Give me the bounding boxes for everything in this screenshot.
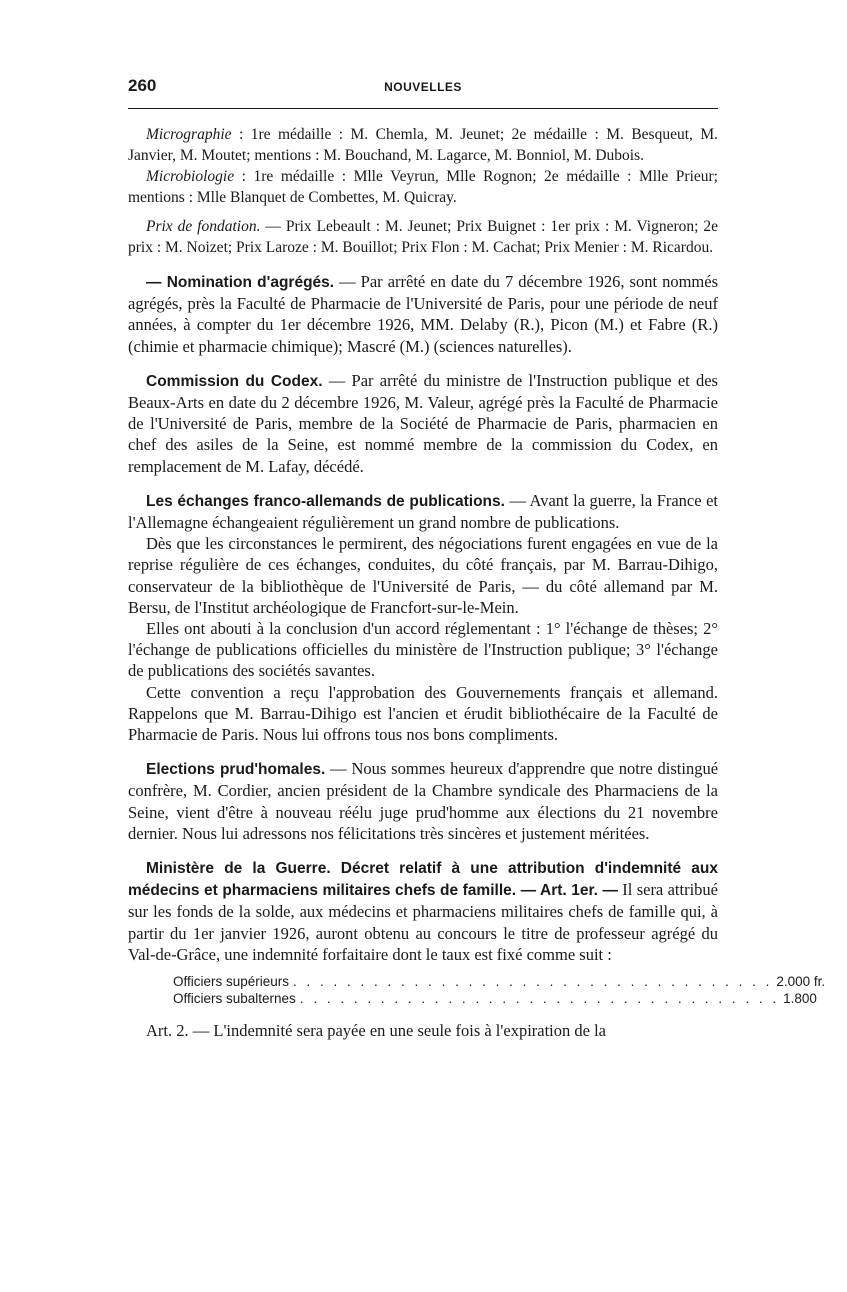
section-heading: — Nomination d'agrégés. [146, 274, 335, 291]
prize-label: Micrographie [146, 126, 232, 143]
prize-label: Microbiologie [146, 168, 235, 185]
section-text: Il sera attribué sur les fonds de la solde, aux médecins et pharmaciens militaires chefs de famille qui, à partir du 1er janvier 1926, auront obtenu au concours le titre de professeur agrégé du Val-de-Grâce, une indemnité forfaitaire dont le taux est fixé comme suit : [128, 880, 718, 964]
section-heading: Ministère de la Guerre. Décret relatif à une attribution d'indemnité aux médecins et pharmaciens militaires chefs de famille. — Art. 1er. — [128, 860, 718, 900]
paragraph: Elles ont abouti à la conclusion d'un accord réglementant : 1° l'échange de thèses; 2° l'échange de publications officielles du ministère de l'Instruction publique; 3° l'échange de publications des sociétés savantes. [128, 619, 718, 681]
page-number: 260 [128, 76, 157, 95]
section-text: — Nous sommes heureux d'apprendre que notre distingué confrère, M. Cordier, ancien président de la Chambre syndicale des Pharmaciens de la Seine, vient d'être à nouveau réélu juge prud'homme aux élections du 21 novembre dernier. Nous lui adressons nos félicitations très sincères et justement méritées. [128, 759, 719, 843]
dot-leader: . . . . . . . . . . . . . . . . . . . . . . . . . . . . . . . . . . . . [293, 974, 773, 990]
row-label: Officiers subalternes [173, 991, 296, 1007]
table-row [173, 990, 817, 1007]
article-2: Art. 2. — L'indemnité sera payée en une seule fois à l'expiration de la [146, 1021, 606, 1041]
news-items [128, 271, 826, 1041]
paragraph: Dès que les circonstances le permirent, des négociations furent engagées en vue de la reprise régulière de ces échanges, conduites, du côté français, par M. Barrau-Dihigo, conservateur de la bibliothèque de l'Université de Paris, — du côté allemand par M. Bersu, de l'Institut archéologique de Francfort-sur-le-Mein. [128, 534, 718, 617]
prize-list [128, 124, 718, 258]
section-elections [128, 758, 718, 844]
section-guerre [128, 857, 718, 965]
prize-micrographie [128, 124, 718, 166]
section-heading: Les échanges franco-allemands de publications. [146, 492, 505, 510]
dot-leader: . . . . . . . . . . . . . . . . . . . . . . . . . . . . . . . . . . . . [299, 991, 780, 1007]
prize-text: — Prix Lebeault : M. Jeunet; Prix Buignet : 1er prix : M. Vigneron; 2e prix : M. Noizet; Prix Laroze : M. Bouillot; Prix Flon : M. Cachat; Prix Menier : M. Ricardou. [128, 218, 718, 256]
prize-text: : 1re médaille : Mlle Veyrun, Mlle Rognon; 2e médaille : Mlle Prieur; mentions : Mlle Blanquet de Combettes, M. Quicray. [128, 168, 718, 206]
running-title: NOUVELLES [384, 80, 462, 94]
row-label: Officiers supérieurs [173, 974, 290, 990]
section-nomination [128, 271, 718, 357]
prize-text: : 1re médaille : M. Chemla, M. Jeunet; 2e médaille : M. Besqueut, M. Janvier, M. Moutet; mentions : M. Bouchand, M. Lagarce, M. Bonniol, M. Dubois. [128, 126, 718, 164]
paragraph: Cette convention a reçu l'approbation des Gouvernements français et allemand. Rappelons que M. Barrau-Dihigo est l'ancien et érudit bibliothécaire de la Faculté de Pharmacie de Paris. Nous lui offrons tous nos bons compliments. [128, 682, 718, 745]
indemnity-table [173, 973, 826, 1007]
row-amount: 1.800 [783, 991, 817, 1007]
section-text: — Par arrêté du ministre de l'Instruction publique et des Beaux-Arts en date du 2 décembre 1926, M. Valeur, agrégé près la Faculté de Pharmacie de l'Université de Paris, membre de la Société de Pharmacie de Paris, pharmacien en chef des asiles de la Seine, est nommé membre de la commission du Codex, en remplacement de M. Lafay, décédé. [128, 370, 718, 476]
section-text: — Par arrêté en date du 7 décembre 1926, sont nommés agrégés, près la Faculté de Pharmacie de l'Université de Paris, pour une période de neuf années, à compter du 1er décembre 1926, MM. Delaby (R.), Picon (M.) et Fabre (R.) (chimie et pharmacie chimique); Mascré (M.) (sciences naturelles). [128, 272, 718, 356]
prize-label: Prix de fondation. [146, 218, 261, 235]
section-text: — Avant la guerre, la France et l'Allemagne échangeaient régulièrement un grand nombre de publications. [128, 490, 718, 533]
prize-microbiologie [128, 166, 718, 208]
section-codex [128, 370, 718, 477]
page-body [128, 124, 826, 1252]
header-rule [128, 108, 718, 109]
page-header [128, 76, 718, 100]
prize-fondation [128, 216, 718, 258]
section-heading: Elections prud'homales. [146, 761, 326, 779]
section-heading: Commission du Codex. [146, 372, 323, 390]
row-amount: 2.000 fr. [776, 974, 826, 990]
table-row [173, 973, 826, 990]
section-echanges [128, 490, 718, 533]
